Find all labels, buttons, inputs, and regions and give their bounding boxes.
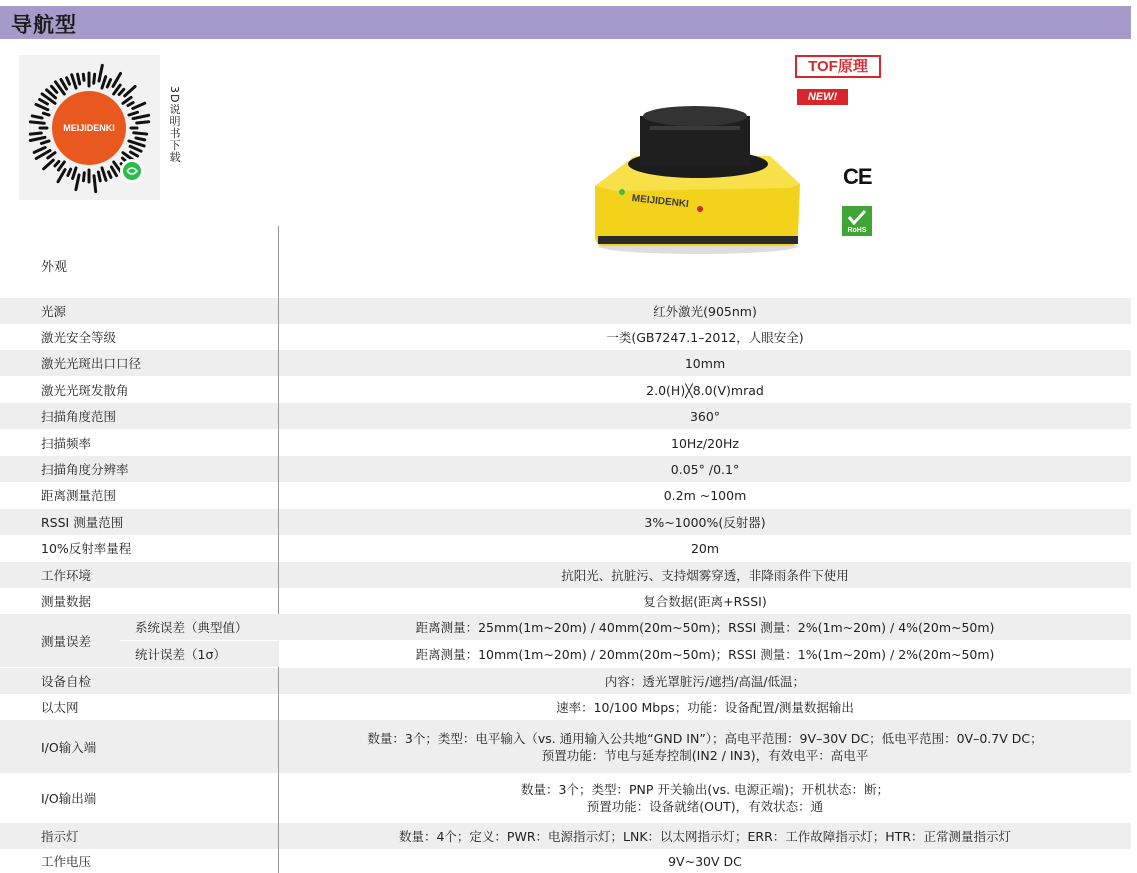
spec-label: 激光光斑出口口径 bbox=[41, 356, 142, 371]
spec-row bbox=[0, 535, 1131, 561]
sys-error-label: 系统误差（典型值） bbox=[135, 620, 248, 635]
sys-error-value: 距离测量：25mm(1m~20m) / 40mm(20m~50m)；RSSI 测量：2%(1m~20m) / 4%(20m~50m) bbox=[415, 619, 995, 635]
spec-row bbox=[0, 694, 1131, 720]
product-brand-label: MEIJIDENKI bbox=[631, 193, 690, 210]
spec-value-line: 0.05° /0.1° bbox=[670, 461, 740, 477]
spec-value-line: 3%~1000%(反射器) bbox=[644, 514, 766, 530]
spec-value-line: 20m bbox=[690, 540, 720, 556]
spec-label: 以太网 bbox=[41, 700, 79, 715]
spec-value bbox=[279, 694, 1131, 720]
spec-value-line: 10Hz/20Hz bbox=[671, 435, 739, 451]
spec-value-line: 2.0(H)╳8.0(V)mrad bbox=[646, 382, 764, 398]
stat-error-label: 统计误差（1σ） bbox=[135, 647, 226, 662]
spec-row bbox=[0, 456, 1131, 482]
spec-row bbox=[0, 482, 1131, 508]
spec-value-line: 预置功能：节电与延寿控制(IN2 / IN3)，有效电平：高电平 bbox=[541, 747, 869, 763]
spec-value-line: 数量：3个；类型：电平输入（vs. 通用输入公共地“GND IN”）；高电平范围：9V–30V DC；低电平范围：0V–0.7V DC； bbox=[367, 730, 1043, 746]
spec-row bbox=[0, 774, 1131, 822]
spec-value bbox=[279, 456, 1131, 482]
spec-value-line: 预置功能：设备就绪(OUT)，有效状态：通 bbox=[586, 799, 824, 814]
spec-value bbox=[279, 482, 1131, 508]
spec-row bbox=[0, 430, 1131, 456]
svg-text:RoHS: RoHS bbox=[847, 227, 867, 234]
spec-label: 测量误差 bbox=[41, 633, 92, 649]
appearance-label: 外观 bbox=[41, 260, 68, 275]
spec-value-line: 速率：10/100 Mbps；功能：设备配置/测量数据输出 bbox=[556, 699, 854, 715]
spec-row bbox=[0, 324, 1131, 350]
spec-value bbox=[279, 509, 1131, 535]
spec-label: 激光安全等级 bbox=[41, 330, 117, 345]
spec-value-line: 抗阳光、抗脏污、支持烟雾穿透，非降雨条件下使用 bbox=[561, 567, 849, 583]
rohs-icon bbox=[842, 206, 872, 236]
column-divider bbox=[278, 226, 279, 873]
spec-label: 设备自检 bbox=[41, 674, 92, 689]
new-badge: NEW! bbox=[797, 89, 848, 105]
spec-value-line: 0.2m ~100m bbox=[663, 487, 747, 503]
page-title: 导航型 bbox=[11, 13, 77, 37]
spec-row bbox=[0, 720, 1131, 773]
spec-value-line: 10mm bbox=[684, 355, 726, 371]
spec-row bbox=[0, 823, 1131, 849]
spec-label: I/O输入端 bbox=[41, 739, 97, 755]
qr-brand-text: MEIJIDENKI bbox=[63, 123, 115, 133]
spec-value-line: 数量：3个；类型：PNP 开关输出(vs. 电源正端)；开机状态：断； bbox=[521, 782, 889, 797]
product-image bbox=[590, 96, 805, 256]
spec-label: 距离测量范围 bbox=[41, 488, 117, 503]
stat-error-value: 距离测量：10mm(1m~20m) / 20mm(20m~50m)；RSSI 测量：1%(1m~20m) / 2%(20m~50m) bbox=[415, 646, 995, 662]
spec-value bbox=[279, 720, 1131, 773]
ce-mark-icon: CE bbox=[843, 164, 872, 189]
tof-badge: TOF原理 bbox=[795, 55, 881, 78]
spec-value bbox=[279, 823, 1131, 849]
spec-value bbox=[279, 403, 1131, 429]
spec-row bbox=[0, 403, 1131, 429]
spec-value-line: 红外激光(905nm) bbox=[653, 303, 757, 319]
spec-label: 指示灯 bbox=[41, 829, 79, 844]
spec-value bbox=[279, 430, 1131, 456]
spec-label: 激光光斑发散角 bbox=[41, 383, 129, 398]
spec-value bbox=[279, 350, 1131, 376]
spec-value-line: 一类(GB7247.1–2012，人眼安全) bbox=[606, 329, 804, 345]
title-bar bbox=[0, 6, 1131, 39]
spec-row bbox=[0, 509, 1131, 535]
spec-label: RSSI 测量范围 bbox=[41, 515, 124, 530]
qr-code bbox=[19, 55, 160, 200]
spec-label: 扫描角度分辨率 bbox=[41, 462, 129, 477]
spec-label: 工作环境 bbox=[41, 568, 92, 583]
spec-label: 10%反射率量程 bbox=[41, 541, 132, 556]
spec-row bbox=[0, 849, 1131, 873]
spec-label: 测量数据 bbox=[41, 594, 92, 609]
spec-label: 光源 bbox=[41, 304, 67, 319]
spec-label: 扫描频率 bbox=[41, 436, 92, 451]
error-separator bbox=[120, 640, 1131, 641]
spec-row bbox=[0, 350, 1131, 376]
qr-side-text: 3D说明书下载 bbox=[168, 86, 181, 164]
spec-value bbox=[279, 377, 1131, 403]
spec-value bbox=[279, 324, 1131, 350]
spec-value bbox=[279, 298, 1131, 324]
spec-value-line: 360° bbox=[689, 408, 721, 424]
spec-value bbox=[279, 774, 1131, 822]
spec-value bbox=[279, 849, 1131, 873]
spec-value bbox=[279, 668, 1131, 694]
spec-row bbox=[0, 588, 1131, 614]
spec-label: 工作电压 bbox=[41, 854, 92, 869]
spec-row bbox=[0, 668, 1131, 694]
spec-value bbox=[279, 562, 1131, 588]
spec-value bbox=[279, 588, 1131, 614]
spec-label: 扫描角度范围 bbox=[41, 409, 117, 424]
spec-row bbox=[0, 377, 1131, 403]
spec-value-line: 内容：透光罩脏污/遮挡/高温/低温； bbox=[604, 673, 806, 689]
spec-row bbox=[0, 562, 1131, 588]
qr-code-graphic bbox=[19, 55, 160, 200]
spec-value bbox=[279, 535, 1131, 561]
spec-value-line: 复合数据(距离+RSSI) bbox=[643, 593, 767, 609]
spec-label: I/O输出端 bbox=[41, 791, 97, 806]
spec-value-line: 9V~30V DC bbox=[668, 853, 742, 869]
spec-value-line: 数量：4个；定义：PWR：电源指示灯；LNK：以太网指示灯；ERR：工作故障指示灯；HTR：正常测量指示灯 bbox=[398, 828, 1012, 844]
spec-row bbox=[0, 298, 1131, 324]
